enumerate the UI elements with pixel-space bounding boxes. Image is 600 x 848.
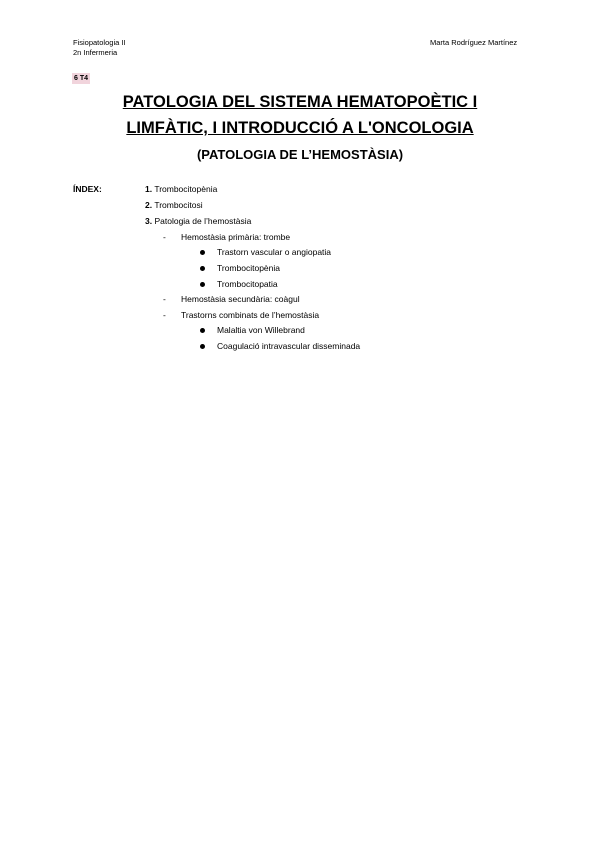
header-year: 2n Infermeria [73,48,118,57]
index-item-number: 2. [145,200,153,210]
header-left [73,38,126,58]
subsection-child: Malaltia von Willebrand [217,325,305,335]
index-label: ÍNDEX: [73,184,102,194]
bullet-icon [200,250,205,255]
index-item-number: 3. [145,216,153,226]
subsection-child: Trombocitopènia [217,263,280,273]
index-item-text: Patologia de l’hemostàsia [154,216,252,226]
subsection-item: Hemostàsia primària: trombe [181,232,291,242]
subsection-child: Coagulació intravascular disseminada [217,341,361,351]
bullet-icon [200,266,205,271]
dash-marker: - [163,310,166,320]
header-course: Fisiopatologia II [73,38,126,47]
index-item [145,199,203,211]
index-item-text: Trombocitopènia [154,184,218,194]
title-line-2: LIMFÀTIC, I INTRODUCCIÓ A L'ONCOLOGIA [126,119,474,137]
dash-marker: - [163,232,166,242]
bullet-icon [200,344,205,349]
topic-tag: 6 T4 [74,75,89,82]
index-item [145,183,217,195]
title-line-1: PATOLOGIA DEL SISTEMA HEMATOPOÈTIC I [122,93,478,111]
header-author: Marta Rodríguez Martínez [430,38,518,47]
bullet-icon [200,282,205,287]
subsection-child: Trombocitopatia [217,279,278,289]
index-item [145,215,251,227]
dash-marker: - [163,294,166,304]
subsection-item: Trastorns combinats de l’hemostàsia [181,310,320,320]
index-item-text: Trombocitosi [154,200,203,210]
bullet-icon [200,328,205,333]
index-item-number: 1. [145,184,153,194]
subtitle: (PATOLOGIA DE L’HEMOSTÀSIA) [196,147,404,162]
subsection-item: Hemostàsia secundària: coàgul [181,294,300,304]
subsection-child: Trastorn vascular o angiopatia [217,247,332,257]
